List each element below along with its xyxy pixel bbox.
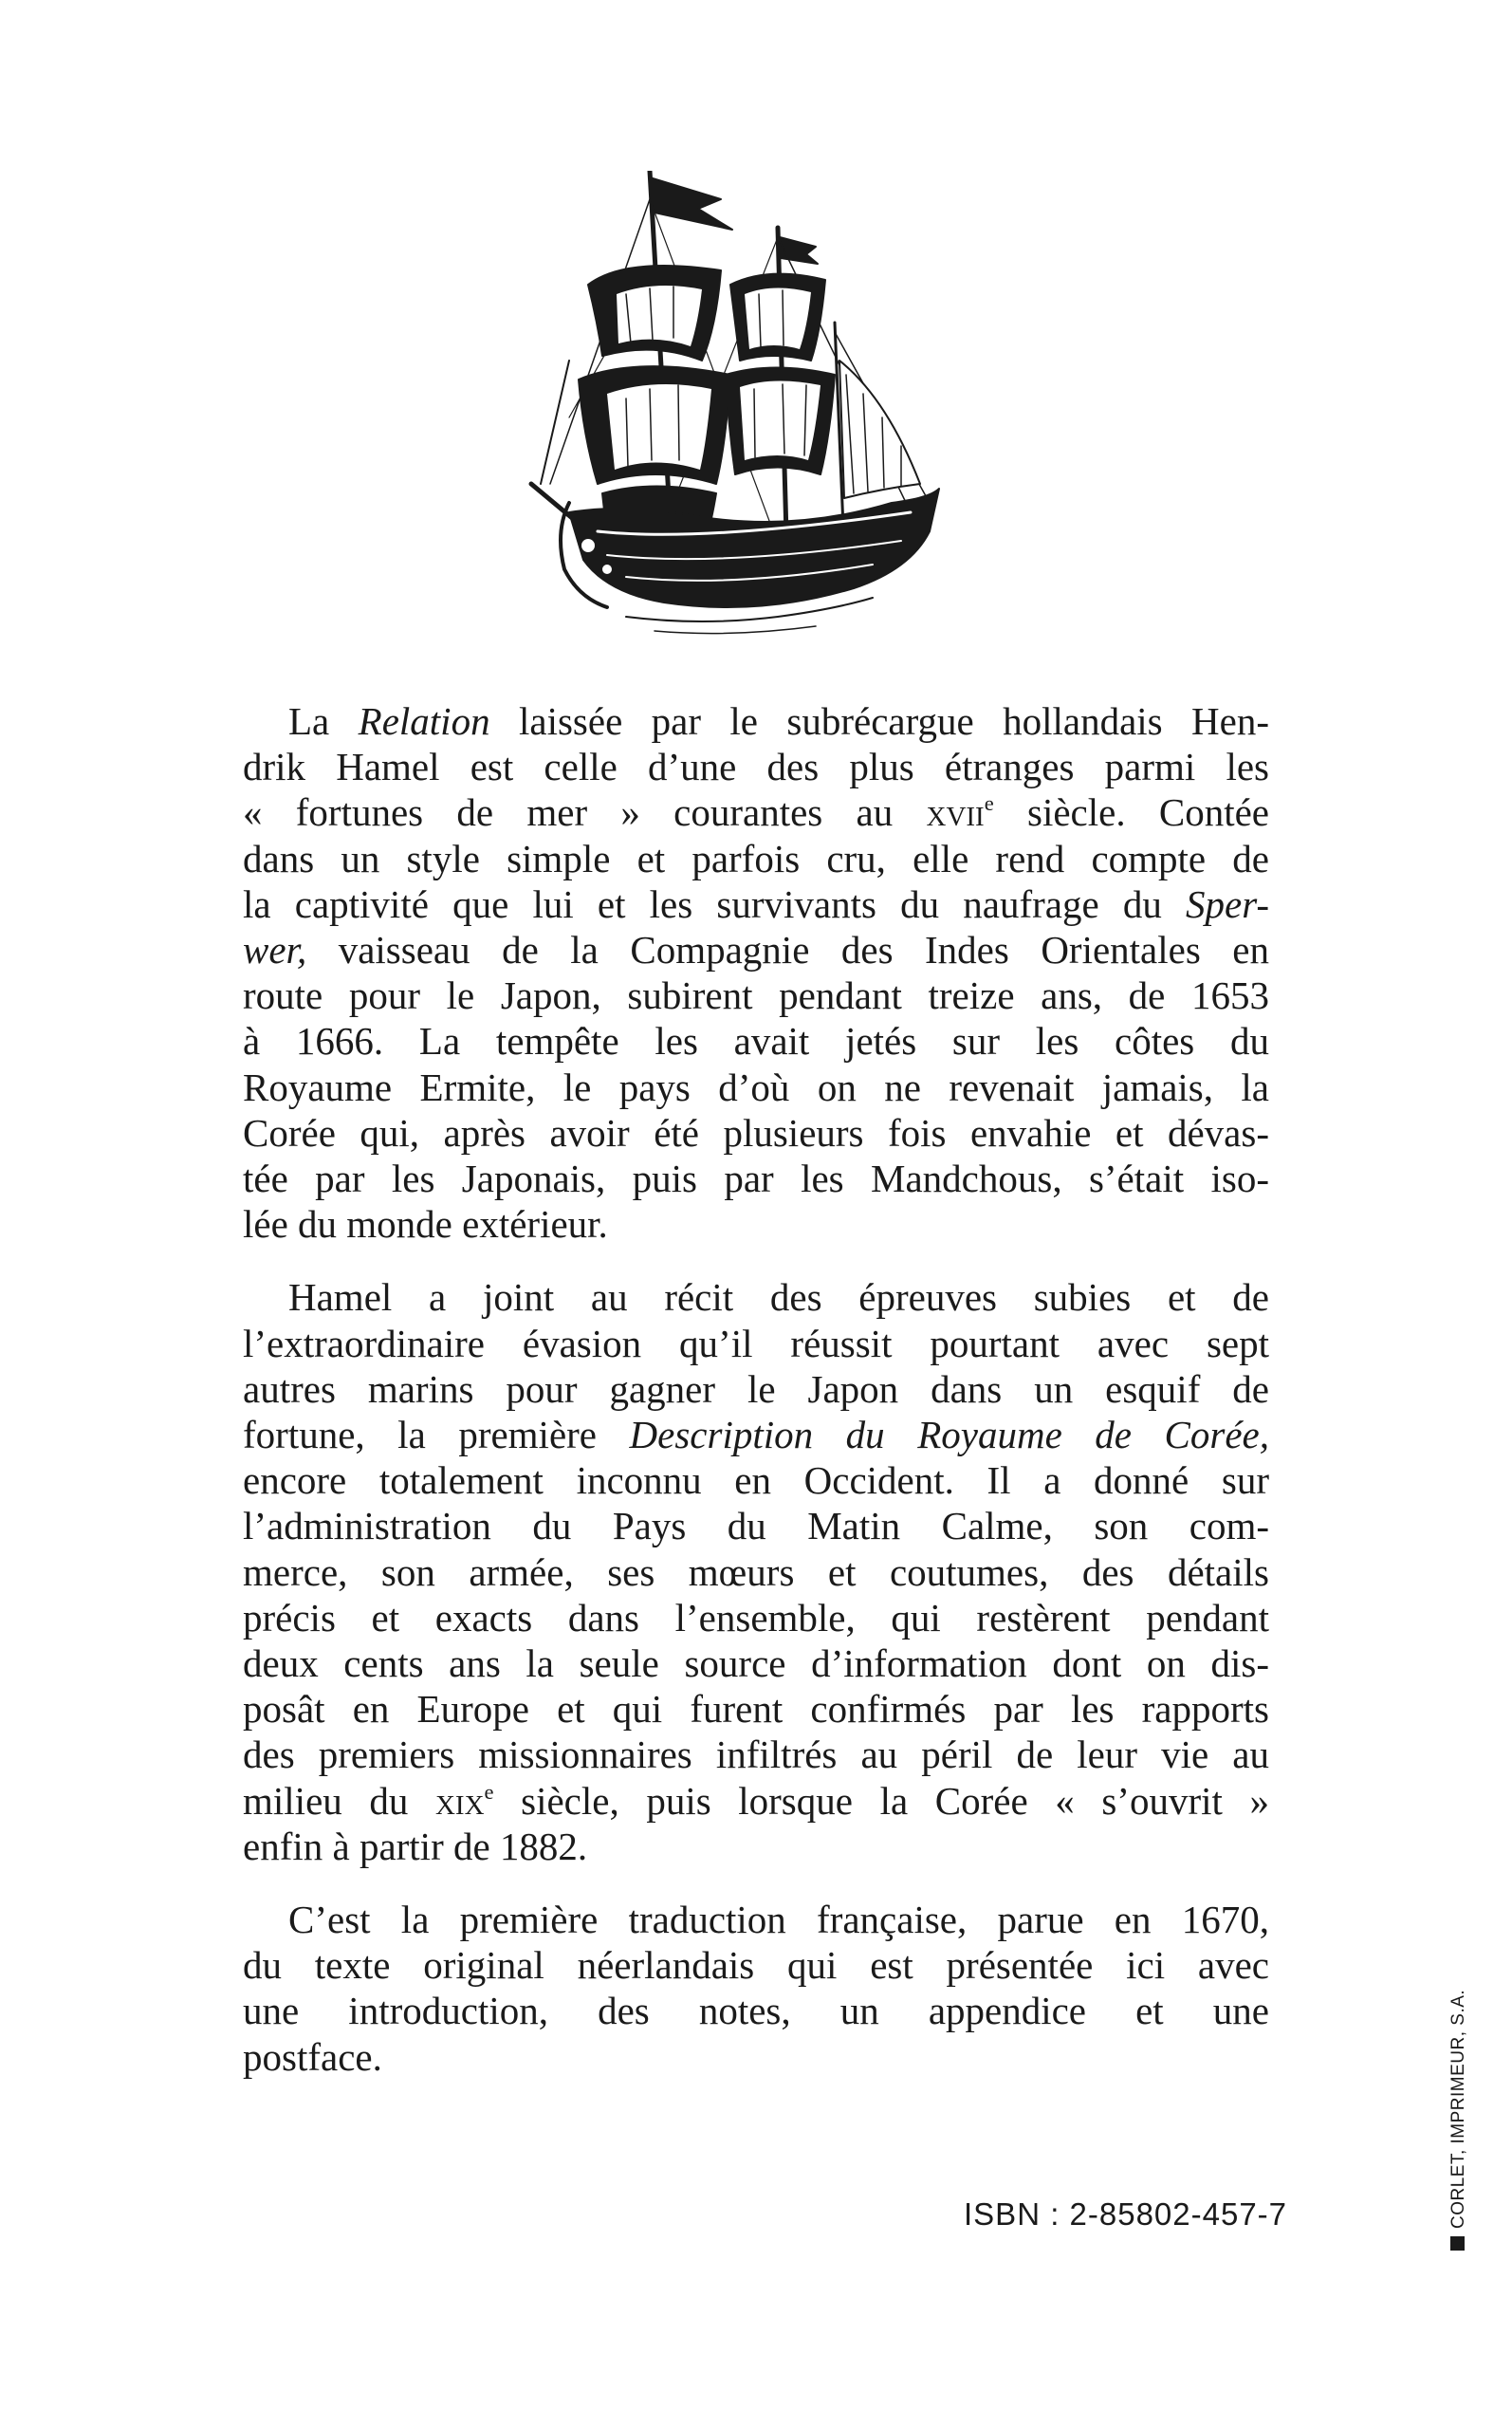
text-run: dans un style simple et parfois cru, elle rend compte de	[243, 836, 1269, 880]
text-line	[243, 927, 1269, 973]
text-line	[243, 1156, 1269, 1201]
text-run: La	[288, 699, 359, 743]
text-line	[243, 1321, 1269, 1366]
text-run: enfin à partir de 1882.	[243, 1824, 588, 1868]
paragraph-1	[243, 698, 1269, 1247]
text-line	[243, 1686, 1269, 1732]
text-run: vaisseau de la Compagnie des Indes Orientales en	[306, 928, 1269, 973]
text-line	[243, 881, 1269, 927]
text-run: siècle. Contée	[993, 790, 1269, 835]
text-run: du texte original néerlandais qui est présentée ici avec	[243, 1943, 1269, 1988]
text-run: milieu du	[243, 1778, 435, 1823]
text-run: route pour le Japon, subirent pendant treize ans, de 1653	[243, 973, 1269, 1018]
text-line	[243, 1274, 1269, 1320]
printer-name: CORLET, IMPRIMEUR, S.A.	[1448, 1989, 1468, 2229]
text-line	[243, 1503, 1269, 1548]
text-run: merce, son armée, ses mœurs et coutumes, des détails	[243, 1549, 1269, 1594]
printer-credit	[1448, 1990, 1469, 2251]
text-line	[243, 1549, 1269, 1595]
text-line	[243, 1778, 1269, 1824]
text-run: l’administration du Pays du Matin Calme, son com-	[243, 1504, 1269, 1548]
text-line	[243, 2034, 1269, 2080]
text-line	[243, 1366, 1269, 1412]
text-line	[243, 1897, 1269, 1942]
text-line	[243, 973, 1269, 1018]
text-run: l’extraordinaire évasion qu’il réussit pourtant avec sept	[243, 1321, 1269, 1365]
text-run: deux cents ans la seule source d’information dont on dis-	[243, 1641, 1269, 1686]
text-line	[243, 1457, 1269, 1503]
text-run: e	[984, 791, 994, 816]
text-line	[243, 1065, 1269, 1110]
text-run: lée du monde extérieur.	[243, 1202, 608, 1247]
text-run: laissée par le subrécargue hollandais Hen-	[489, 699, 1269, 743]
text-run: tée par les Japonais, puis par les Mandchous, s’était iso-	[243, 1157, 1269, 1201]
text-run: Corée qui, après avoir été plusieurs fois envahie et dévas-	[243, 1110, 1269, 1155]
text-run: e	[484, 1779, 494, 1804]
text-run: posât en Europe et qui furent confirmés par les rapports	[243, 1687, 1269, 1732]
text-run: drik Hamel est celle d’une des plus étranges parmi les	[243, 745, 1269, 789]
text-run: des premiers missionnaires infiltrés au péril de leur vie au	[243, 1733, 1269, 1777]
text-line	[243, 1640, 1269, 1686]
paragraph-3	[243, 1897, 1269, 2080]
text-line	[243, 744, 1269, 789]
text-line	[243, 1732, 1269, 1777]
text-line	[243, 789, 1269, 835]
text-run: une introduction, des notes, un appendice et une	[243, 1989, 1269, 2033]
text-run: « fortunes de mer » courantes au	[243, 790, 927, 835]
corlet-logo-icon	[1450, 2236, 1465, 2251]
text-line	[243, 836, 1269, 881]
text-run: encore totalement inconnu en Occident. Il a donné sur	[243, 1458, 1269, 1503]
text-run: fortune, la première	[243, 1413, 630, 1457]
text-line	[243, 698, 1269, 744]
text-line	[243, 1412, 1269, 1457]
text-run: C’est la première traduction française, parue en 1670,	[288, 1898, 1269, 1942]
back-cover-text	[243, 698, 1269, 2107]
text-run: Sper-	[1186, 881, 1269, 926]
text-line	[243, 1942, 1269, 1988]
text-line	[243, 1988, 1269, 2033]
text-run: à 1666. La tempête les avait jetés sur les côtes du	[243, 1019, 1269, 1064]
text-line	[243, 1018, 1269, 1064]
text-run: la captivité que lui et les survivants du naufrage du	[243, 881, 1186, 926]
text-run: wer,	[243, 928, 307, 973]
text-run: xvii	[926, 790, 985, 835]
text-run: xix	[434, 1778, 485, 1823]
text-run: précis et exacts dans l’ensemble, qui restèrent pendant	[243, 1595, 1269, 1640]
text-run: postface.	[243, 2034, 382, 2079]
text-run: Royaume Ermite, le pays d’où on ne revenait jamais, la	[243, 1065, 1269, 1109]
paragraph-2	[243, 1274, 1269, 1869]
text-run: Description du Royaume de Corée,	[629, 1413, 1269, 1457]
text-line	[243, 1201, 1269, 1247]
text-line	[243, 1595, 1269, 1640]
text-run: Relation	[358, 699, 490, 743]
sailing-ship-engraving-icon	[512, 171, 958, 636]
text-line	[243, 1824, 1269, 1869]
text-run: siècle, puis lorsque la Corée « s’ouvrit »	[493, 1778, 1269, 1823]
text-line	[243, 1110, 1269, 1156]
text-run: autres marins pour gagner le Japon dans un esquif de	[243, 1366, 1269, 1411]
text-run: Hamel a joint au récit des épreuves subies et de	[288, 1275, 1269, 1320]
isbn: ISBN : 2-85802-457-7	[964, 2196, 1288, 2232]
